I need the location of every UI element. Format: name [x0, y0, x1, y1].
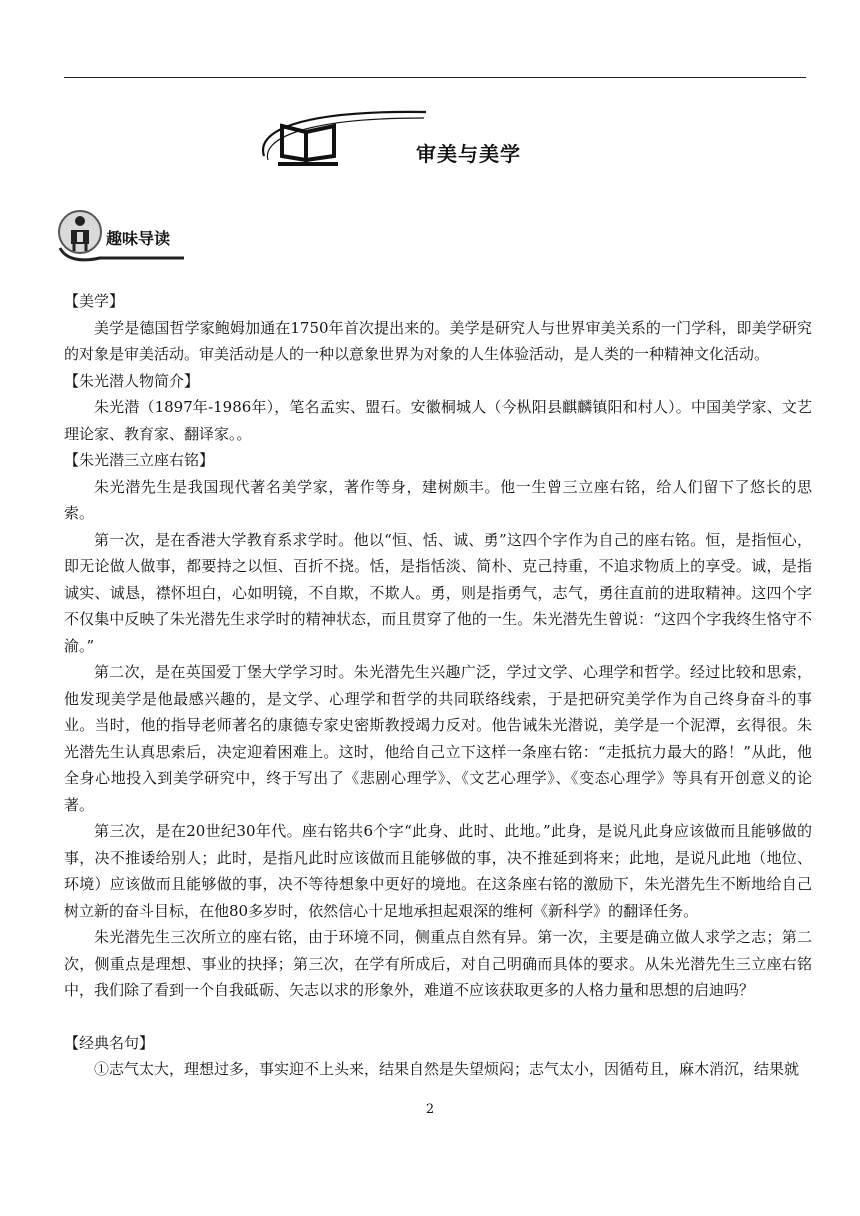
paragraph: 第一次，是在香港大学教育系求学时。他以“恒、恬、诚、勇”这四个字作为自己的座右铭。恒，是指恒心，即无论做人做事，都要持之以恒、百折不挠。恬，是指恬淡、简朴、克己持重，不追求物质上的享受。诚，是指诚实、诚恳，襟怀坦白，心如明镜，不自欺，不欺人。勇，则是指勇气，志气，勇往直前的进取精神。这四个字不仅集中反映了朱光潜先生求学时的精神状态，而且贯穿了他的一生。朱光潜先生曾说：“这四个字我终生恪守不渝。” — [64, 530, 812, 655]
paragraph: 朱光潜先生三次所立的座右铭，由于环境不同，侧重点自然有异。第一次，主要是确立做人求学之志；第二次，侧重点是理想、事业的抉择；第三次，在学有所成后，对自己明确而具体的要求。从朱光潜先生三立座右铭中，我们除了看到一个自我砥砺、矢志以求的形象外，难道不应该获取更多的人格力量和思想的启迪吗？ — [64, 928, 812, 999]
heading-aesthetics: 【美学】 — [64, 292, 125, 310]
paragraph: 第三次，是在20世纪30年代。座右铭共6个字“此身、此时、此地。”此身，是说凡此身应该做而且能够做的事，决不推诿给别人；此时，是指凡此时应该做而且能够做的事，决不推延到将来；此地，是说凡此地（地位、环境）应该做而且能够做的事，决不等待想象中更好的境地。在这条座右铭的激励下，朱光潜先生不断地给自己树立新的奋斗目标，在他80多岁时，依然信心十足地承担起艰深的维柯《新科学》的翻译任务。 — [64, 822, 812, 920]
article-body — [64, 288, 812, 1083]
heading-mottos: 【朱光潜三立座右铭】 — [64, 451, 215, 469]
paragraph: 第二次，是在英国爱丁堡大学学习时。朱光潜先生兴趣广泛，学过文学、心理学和哲学。经过比较和思索，他发现美学是他最感兴趣的，是文学、心理学和哲学的共同联络线索，于是把研究美学作为自己终身奋斗的事业。当时，他的指导老师著名的康德专家史密斯教授竭力反对。他告诫朱光潜说，美学是一个泥潭，玄得很。朱光潜先生认真思索后，决定迎着困难上。这时，他给自己立下这样一条座右铭：“走抵抗力最大的路！”从此，他全身心地投入到美学研究中，终于写出了《悲剧心理学》、《文艺心理学》、《变态心理学》等具有开创意义的论著。 — [64, 663, 812, 814]
page-title: 审美与美学 — [416, 142, 521, 166]
section-title: 趣味导读 — [106, 229, 171, 248]
paragraph: ①志气太大，理想过多，事实迎不上头来，结果自然是失望烦闷；志气太小，因循苟且，麻木消沉，结果就 — [94, 1060, 800, 1078]
page-number: 2 — [425, 1102, 435, 1117]
reader-icon — [56, 206, 296, 266]
paragraph: 美学是德国哲学家鲍姆加通在1750年首次提出来的。美学是研究人与世界审美关系的一门学科，即美学研究的对象是审美活动。审美活动是人的一种以意象世界为对象的人生体验活动，是人类的一种精神文化活动。 — [64, 318, 812, 363]
heading-biography: 【朱光潜人物简介】 — [64, 371, 200, 390]
top-rule — [64, 77, 806, 78]
paragraph: 朱光潜（1897年-1986年），笔名孟实、盟石。安徽桐城人（今枞阳县麒麟镇阳和村人）。中国美学家、文艺理论家、教育家、翻译家。。 — [64, 398, 812, 443]
heading-quotes: 【经典名句】 — [64, 1033, 155, 1052]
paragraph: 朱光潜先生是我国现代著名美学家，著作等身，建树颇丰。他一生曾三立座右铭，给人们留下了悠长的思索。 — [64, 477, 812, 522]
